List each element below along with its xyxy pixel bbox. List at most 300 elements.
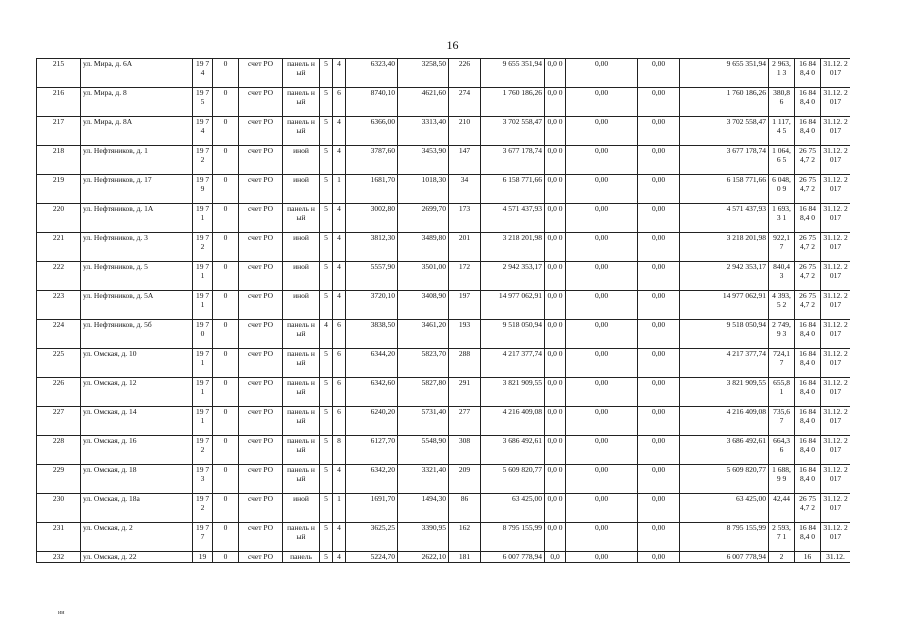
address-cell: ул. Нефтяников, д. 5А	[81, 291, 193, 320]
wall-material-cell: панель ный	[283, 117, 320, 146]
funding-regional-cell: 0,00	[638, 378, 680, 407]
entrances-cell: 1	[333, 494, 346, 523]
entrances-cell: 4	[333, 262, 346, 291]
max-unit-cost-cell: 26 754,7 2	[795, 146, 821, 175]
funding-share-cell: 0,0 0	[545, 291, 566, 320]
address-cell: ул. Омская, д. 10	[81, 349, 193, 378]
funding-share-cell: 0,0 0	[545, 204, 566, 233]
funding-owners-cell: 4 216 409,08	[680, 407, 769, 436]
residents-cell: 197	[449, 291, 481, 320]
total-area-cell: 3787,60	[346, 146, 398, 175]
max-unit-cost-cell: 16 848,4 0	[795, 407, 821, 436]
table-row	[37, 291, 851, 320]
deadline-cell: 31.12. 2017	[821, 175, 851, 204]
row-number: 232	[37, 552, 81, 563]
deadline-cell: 31.12. 2017	[821, 291, 851, 320]
year-cell: 19 75	[193, 88, 213, 117]
total-area-cell: 6323,40	[346, 59, 398, 88]
deadline-cell: 31.12. 2017	[821, 465, 851, 494]
zero-cell: 0	[213, 204, 239, 233]
funding-federal-cell: 0,00	[566, 59, 638, 88]
funding-regional-cell: 0,00	[638, 349, 680, 378]
funding-owners-cell: 4 571 437,93	[680, 204, 769, 233]
residents-cell: 291	[449, 378, 481, 407]
floors-cell: 5	[320, 262, 333, 291]
unit-cost-cell: 1 117,4 5	[769, 117, 795, 146]
funding-owners-cell: 3 686 492,61	[680, 436, 769, 465]
repair-cost-cell: 1 760 186,26	[481, 88, 545, 117]
funding-federal-cell: 0,00	[566, 523, 638, 552]
floors-cell: 5	[320, 407, 333, 436]
year-cell: 19 70	[193, 320, 213, 349]
address-cell: ул. Нефтяников, д. 5	[81, 262, 193, 291]
address-cell: ул. Омская, д. 14	[81, 407, 193, 436]
address-cell: ул. Омская, д. 12	[81, 378, 193, 407]
funding-share-cell: 0,0 0	[545, 465, 566, 494]
footer-note: ии	[58, 610, 65, 616]
account-type-cell: счет РО	[239, 88, 283, 117]
funding-federal-cell: 0,00	[566, 320, 638, 349]
funding-share-cell: 0,0 0	[545, 523, 566, 552]
total-area-cell: 3838,50	[346, 320, 398, 349]
account-type-cell: счет РО	[239, 436, 283, 465]
zero-cell: 0	[213, 378, 239, 407]
deadline-cell: 31.12. 2017	[821, 88, 851, 117]
max-unit-cost-cell: 16 848,4 0	[795, 378, 821, 407]
total-area-cell: 1681,70	[346, 175, 398, 204]
row-number: 231	[37, 523, 81, 552]
residents-cell: 181	[449, 552, 481, 563]
funding-owners-cell: 3 218 201,98	[680, 233, 769, 262]
entrances-cell: 6	[333, 320, 346, 349]
funding-regional-cell: 0,00	[638, 233, 680, 262]
repair-cost-cell: 3 702 558,47	[481, 117, 545, 146]
funding-regional-cell: 0,00	[638, 407, 680, 436]
repair-cost-cell: 3 677 178,74	[481, 146, 545, 175]
deadline-cell: 31.12. 2017	[821, 117, 851, 146]
total-area-cell: 3002,80	[346, 204, 398, 233]
repair-cost-cell: 9 518 050,94	[481, 320, 545, 349]
deadline-cell: 31.12. 2017	[821, 436, 851, 465]
max-unit-cost-cell: 26 754,7 2	[795, 494, 821, 523]
zero-cell: 0	[213, 465, 239, 494]
address-cell: ул. Мира, д. 6А	[81, 59, 193, 88]
account-type-cell: счет РО	[239, 378, 283, 407]
funding-owners-cell: 6 007 778,94	[680, 552, 769, 563]
year-cell: 19 79	[193, 175, 213, 204]
row-number: 217	[37, 117, 81, 146]
funding-owners-cell: 14 977 062,91	[680, 291, 769, 320]
funding-federal-cell: 0,00	[566, 378, 638, 407]
funding-federal-cell: 0,00	[566, 233, 638, 262]
row-number: 221	[37, 233, 81, 262]
repair-cost-cell: 3 218 201,98	[481, 233, 545, 262]
entrances-cell: 6	[333, 349, 346, 378]
unit-cost-cell: 1 693,3 1	[769, 204, 795, 233]
table-row	[37, 407, 851, 436]
floors-cell: 5	[320, 175, 333, 204]
row-number: 216	[37, 88, 81, 117]
year-cell: 19 71	[193, 349, 213, 378]
row-number: 227	[37, 407, 81, 436]
funding-federal-cell: 0,00	[566, 436, 638, 465]
living-area-cell: 4621,60	[398, 88, 449, 117]
wall-material-cell: иной	[283, 262, 320, 291]
funding-owners-cell: 8 795 155,99	[680, 523, 769, 552]
funding-share-cell: 0,0 0	[545, 233, 566, 262]
funding-federal-cell: 0,00	[566, 88, 638, 117]
zero-cell: 0	[213, 117, 239, 146]
funding-owners-cell: 4 217 377,74	[680, 349, 769, 378]
living-area-cell: 5731,40	[398, 407, 449, 436]
living-area-cell: 3321,40	[398, 465, 449, 494]
account-type-cell: счет РО	[239, 291, 283, 320]
table-row	[37, 349, 851, 378]
funding-federal-cell: 0,00	[566, 262, 638, 291]
wall-material-cell: панель ный	[283, 523, 320, 552]
floors-cell: 5	[320, 552, 333, 563]
wall-material-cell: иной	[283, 291, 320, 320]
funding-regional-cell: 0,00	[638, 320, 680, 349]
funding-federal-cell: 0,00	[566, 494, 638, 523]
table-row	[37, 436, 851, 465]
residents-cell: 274	[449, 88, 481, 117]
funding-regional-cell: 0,00	[638, 552, 680, 563]
zero-cell: 0	[213, 88, 239, 117]
repair-cost-cell: 3 821 909,55	[481, 378, 545, 407]
repair-cost-cell: 4 571 437,93	[481, 204, 545, 233]
floors-cell: 5	[320, 88, 333, 117]
repair-cost-cell: 2 942 353,17	[481, 262, 545, 291]
table-row	[37, 523, 851, 552]
entrances-cell: 1	[333, 175, 346, 204]
living-area-cell: 3461,20	[398, 320, 449, 349]
unit-cost-cell: 42,44	[769, 494, 795, 523]
total-area-cell: 6344,20	[346, 349, 398, 378]
deadline-cell: 31.12. 2017	[821, 233, 851, 262]
funding-share-cell: 0,0 0	[545, 88, 566, 117]
zero-cell: 0	[213, 320, 239, 349]
deadline-cell: 31.12.	[821, 552, 851, 563]
residents-cell: 209	[449, 465, 481, 494]
max-unit-cost-cell: 16	[795, 552, 821, 563]
max-unit-cost-cell: 26 754,7 2	[795, 291, 821, 320]
unit-cost-cell: 664,3 6	[769, 436, 795, 465]
total-area-cell: 6366,00	[346, 117, 398, 146]
address-cell: ул. Нефтяников, д. 1А	[81, 204, 193, 233]
funding-federal-cell: 0,00	[566, 465, 638, 494]
year-cell: 19 73	[193, 465, 213, 494]
address-cell: ул. Нефтяников, д. 5б	[81, 320, 193, 349]
address-cell: ул. Мира, д. 8	[81, 88, 193, 117]
living-area-cell: 3408,90	[398, 291, 449, 320]
floors-cell: 5	[320, 204, 333, 233]
year-cell: 19 71	[193, 407, 213, 436]
table-row	[37, 378, 851, 407]
floors-cell: 5	[320, 59, 333, 88]
entrances-cell: 4	[333, 291, 346, 320]
wall-material-cell: панель ный	[283, 349, 320, 378]
repair-cost-cell: 8 795 155,99	[481, 523, 545, 552]
funding-owners-cell: 6 158 771,66	[680, 175, 769, 204]
year-cell: 19 71	[193, 204, 213, 233]
account-type-cell: счет РО	[239, 204, 283, 233]
funding-owners-cell: 63 425,00	[680, 494, 769, 523]
zero-cell: 0	[213, 59, 239, 88]
zero-cell: 0	[213, 494, 239, 523]
table-row	[37, 262, 851, 291]
total-area-cell: 8740,10	[346, 88, 398, 117]
residents-cell: 288	[449, 349, 481, 378]
repair-cost-cell: 3 686 492,61	[481, 436, 545, 465]
table-row	[37, 88, 851, 117]
living-area-cell: 3501,00	[398, 262, 449, 291]
zero-cell: 0	[213, 146, 239, 175]
max-unit-cost-cell: 16 848,4 0	[795, 465, 821, 494]
unit-cost-cell: 2 749,9 3	[769, 320, 795, 349]
wall-material-cell: панель ный	[283, 465, 320, 494]
deadline-cell: 31.12. 2017	[821, 204, 851, 233]
deadline-cell: 31.12. 2017	[821, 262, 851, 291]
funding-regional-cell: 0,00	[638, 291, 680, 320]
residents-cell: 162	[449, 523, 481, 552]
funding-owners-cell: 9 655 351,94	[680, 59, 769, 88]
row-number: 228	[37, 436, 81, 465]
year-cell: 19 72	[193, 146, 213, 175]
repair-cost-cell: 6 158 771,66	[481, 175, 545, 204]
account-type-cell: счет РО	[239, 552, 283, 563]
funding-regional-cell: 0,00	[638, 494, 680, 523]
account-type-cell: счет РО	[239, 465, 283, 494]
living-area-cell: 3390,95	[398, 523, 449, 552]
zero-cell: 0	[213, 349, 239, 378]
funding-owners-cell: 3 702 558,47	[680, 117, 769, 146]
funding-owners-cell: 2 942 353,17	[680, 262, 769, 291]
repair-cost-cell: 5 609 820,77	[481, 465, 545, 494]
deadline-cell: 31.12. 2017	[821, 59, 851, 88]
residents-cell: 308	[449, 436, 481, 465]
year-cell: 19 72	[193, 233, 213, 262]
living-area-cell: 5827,80	[398, 378, 449, 407]
address-cell: ул. Омская, д. 22	[81, 552, 193, 563]
funding-share-cell: 0,0 0	[545, 349, 566, 378]
year-cell: 19 72	[193, 436, 213, 465]
address-cell: ул. Омская, д. 2	[81, 523, 193, 552]
unit-cost-cell: 2	[769, 552, 795, 563]
total-area-cell: 6240,20	[346, 407, 398, 436]
account-type-cell: счет РО	[239, 117, 283, 146]
table-row	[37, 552, 851, 563]
row-number: 230	[37, 494, 81, 523]
entrances-cell: 6	[333, 88, 346, 117]
deadline-cell: 31.12. 2017	[821, 378, 851, 407]
floors-cell: 4	[320, 320, 333, 349]
funding-owners-cell: 3 821 909,55	[680, 378, 769, 407]
row-number: 218	[37, 146, 81, 175]
total-area-cell: 1691,70	[346, 494, 398, 523]
wall-material-cell: панель ный	[283, 88, 320, 117]
funding-federal-cell: 0,00	[566, 146, 638, 175]
account-type-cell: счет РО	[239, 349, 283, 378]
year-cell: 19	[193, 552, 213, 563]
living-area-cell: 3258,50	[398, 59, 449, 88]
floors-cell: 5	[320, 436, 333, 465]
address-cell: ул. Нефтяников, д. 17	[81, 175, 193, 204]
table-row	[37, 117, 851, 146]
floors-cell: 5	[320, 117, 333, 146]
entrances-cell: 4	[333, 204, 346, 233]
zero-cell: 0	[213, 552, 239, 563]
address-cell: ул. Омская, д. 16	[81, 436, 193, 465]
table-row	[37, 175, 851, 204]
zero-cell: 0	[213, 175, 239, 204]
row-number: 222	[37, 262, 81, 291]
max-unit-cost-cell: 16 848,4 0	[795, 436, 821, 465]
entrances-cell: 8	[333, 436, 346, 465]
total-area-cell: 3625,25	[346, 523, 398, 552]
residents-cell: 210	[449, 117, 481, 146]
year-cell: 19 77	[193, 523, 213, 552]
repair-cost-cell: 14 977 062,91	[481, 291, 545, 320]
row-number: 215	[37, 59, 81, 88]
unit-cost-cell: 735,6 7	[769, 407, 795, 436]
account-type-cell: счет РО	[239, 407, 283, 436]
zero-cell: 0	[213, 436, 239, 465]
deadline-cell: 31.12. 2017	[821, 523, 851, 552]
total-area-cell: 6342,60	[346, 378, 398, 407]
funding-share-cell: 0,0 0	[545, 175, 566, 204]
living-area-cell: 3489,80	[398, 233, 449, 262]
funding-federal-cell: 0,00	[566, 204, 638, 233]
unit-cost-cell: 724,1 7	[769, 349, 795, 378]
wall-material-cell: иной	[283, 175, 320, 204]
wall-material-cell: панель	[283, 552, 320, 563]
wall-material-cell: панель ный	[283, 378, 320, 407]
wall-material-cell: иной	[283, 494, 320, 523]
table-row	[37, 494, 851, 523]
funding-federal-cell: 0,00	[566, 175, 638, 204]
entrances-cell: 4	[333, 146, 346, 175]
funding-regional-cell: 0,00	[638, 175, 680, 204]
table-row	[37, 465, 851, 494]
account-type-cell: счет РО	[239, 494, 283, 523]
floors-cell: 5	[320, 378, 333, 407]
row-number: 219	[37, 175, 81, 204]
deadline-cell: 31.12. 2017	[821, 494, 851, 523]
funding-regional-cell: 0,00	[638, 146, 680, 175]
funding-share-cell: 0,0 0	[545, 320, 566, 349]
funding-federal-cell: 0,00	[566, 291, 638, 320]
funding-share-cell: 0,0 0	[545, 117, 566, 146]
funding-federal-cell: 0,00	[566, 407, 638, 436]
funding-share-cell: 0,0 0	[545, 378, 566, 407]
address-cell: ул. Мира, д. 8А	[81, 117, 193, 146]
unit-cost-cell: 2 963,1 3	[769, 59, 795, 88]
funding-regional-cell: 0,00	[638, 88, 680, 117]
deadline-cell: 31.12. 2017	[821, 407, 851, 436]
residents-cell: 34	[449, 175, 481, 204]
living-area-cell: 2699,70	[398, 204, 449, 233]
deadline-cell: 31.12. 2017	[821, 320, 851, 349]
account-type-cell: счет РО	[239, 523, 283, 552]
deadline-cell: 31.12. 2017	[821, 349, 851, 378]
account-type-cell: счет РО	[239, 175, 283, 204]
zero-cell: 0	[213, 407, 239, 436]
residents-cell: 86	[449, 494, 481, 523]
funding-share-cell: 0,0 0	[545, 146, 566, 175]
total-area-cell: 3812,30	[346, 233, 398, 262]
year-cell: 19 71	[193, 378, 213, 407]
funding-regional-cell: 0,00	[638, 465, 680, 494]
row-number: 226	[37, 378, 81, 407]
row-number: 220	[37, 204, 81, 233]
max-unit-cost-cell: 16 848,4 0	[795, 204, 821, 233]
funding-federal-cell: 0,00	[566, 552, 638, 563]
table-body	[37, 59, 851, 563]
max-unit-cost-cell: 16 848,4 0	[795, 349, 821, 378]
floors-cell: 5	[320, 146, 333, 175]
entrances-cell: 6	[333, 407, 346, 436]
address-cell: ул. Омская, д. 18	[81, 465, 193, 494]
floors-cell: 5	[320, 523, 333, 552]
table-row	[37, 146, 851, 175]
unit-cost-cell: 380,8 6	[769, 88, 795, 117]
residents-cell: 172	[449, 262, 481, 291]
account-type-cell: счет РО	[239, 233, 283, 262]
residents-cell: 277	[449, 407, 481, 436]
living-area-cell: 5823,70	[398, 349, 449, 378]
residents-cell: 173	[449, 204, 481, 233]
floors-cell: 5	[320, 465, 333, 494]
max-unit-cost-cell: 16 848,4 0	[795, 59, 821, 88]
row-number: 229	[37, 465, 81, 494]
funding-regional-cell: 0,00	[638, 436, 680, 465]
wall-material-cell: панель ный	[283, 407, 320, 436]
repair-cost-cell: 6 007 778,94	[481, 552, 545, 563]
living-area-cell: 5548,90	[398, 436, 449, 465]
funding-share-cell: 0,0 0	[545, 59, 566, 88]
entrances-cell: 4	[333, 59, 346, 88]
max-unit-cost-cell: 16 848,4 0	[795, 523, 821, 552]
address-cell: ул. Омская, д. 18а	[81, 494, 193, 523]
table-row	[37, 320, 851, 349]
funding-owners-cell: 5 609 820,77	[680, 465, 769, 494]
floors-cell: 5	[320, 291, 333, 320]
zero-cell: 0	[213, 233, 239, 262]
year-cell: 19 71	[193, 291, 213, 320]
zero-cell: 0	[213, 262, 239, 291]
funding-regional-cell: 0,00	[638, 59, 680, 88]
max-unit-cost-cell: 26 754,7 2	[795, 233, 821, 262]
year-cell: 19 74	[193, 117, 213, 146]
funding-federal-cell: 0,00	[566, 349, 638, 378]
living-area-cell: 2622,10	[398, 552, 449, 563]
residents-cell: 226	[449, 59, 481, 88]
row-number: 223	[37, 291, 81, 320]
page-number: 16	[446, 38, 459, 52]
funding-share-cell: 0,0 0	[545, 494, 566, 523]
unit-cost-cell: 2 593,7 1	[769, 523, 795, 552]
year-cell: 19 71	[193, 262, 213, 291]
repair-cost-cell: 9 655 351,94	[481, 59, 545, 88]
repair-cost-cell: 63 425,00	[481, 494, 545, 523]
zero-cell: 0	[213, 523, 239, 552]
funding-regional-cell: 0,00	[638, 117, 680, 146]
funding-regional-cell: 0,00	[638, 523, 680, 552]
unit-cost-cell: 922,1 7	[769, 233, 795, 262]
wall-material-cell: панель ный	[283, 59, 320, 88]
residents-cell: 147	[449, 146, 481, 175]
